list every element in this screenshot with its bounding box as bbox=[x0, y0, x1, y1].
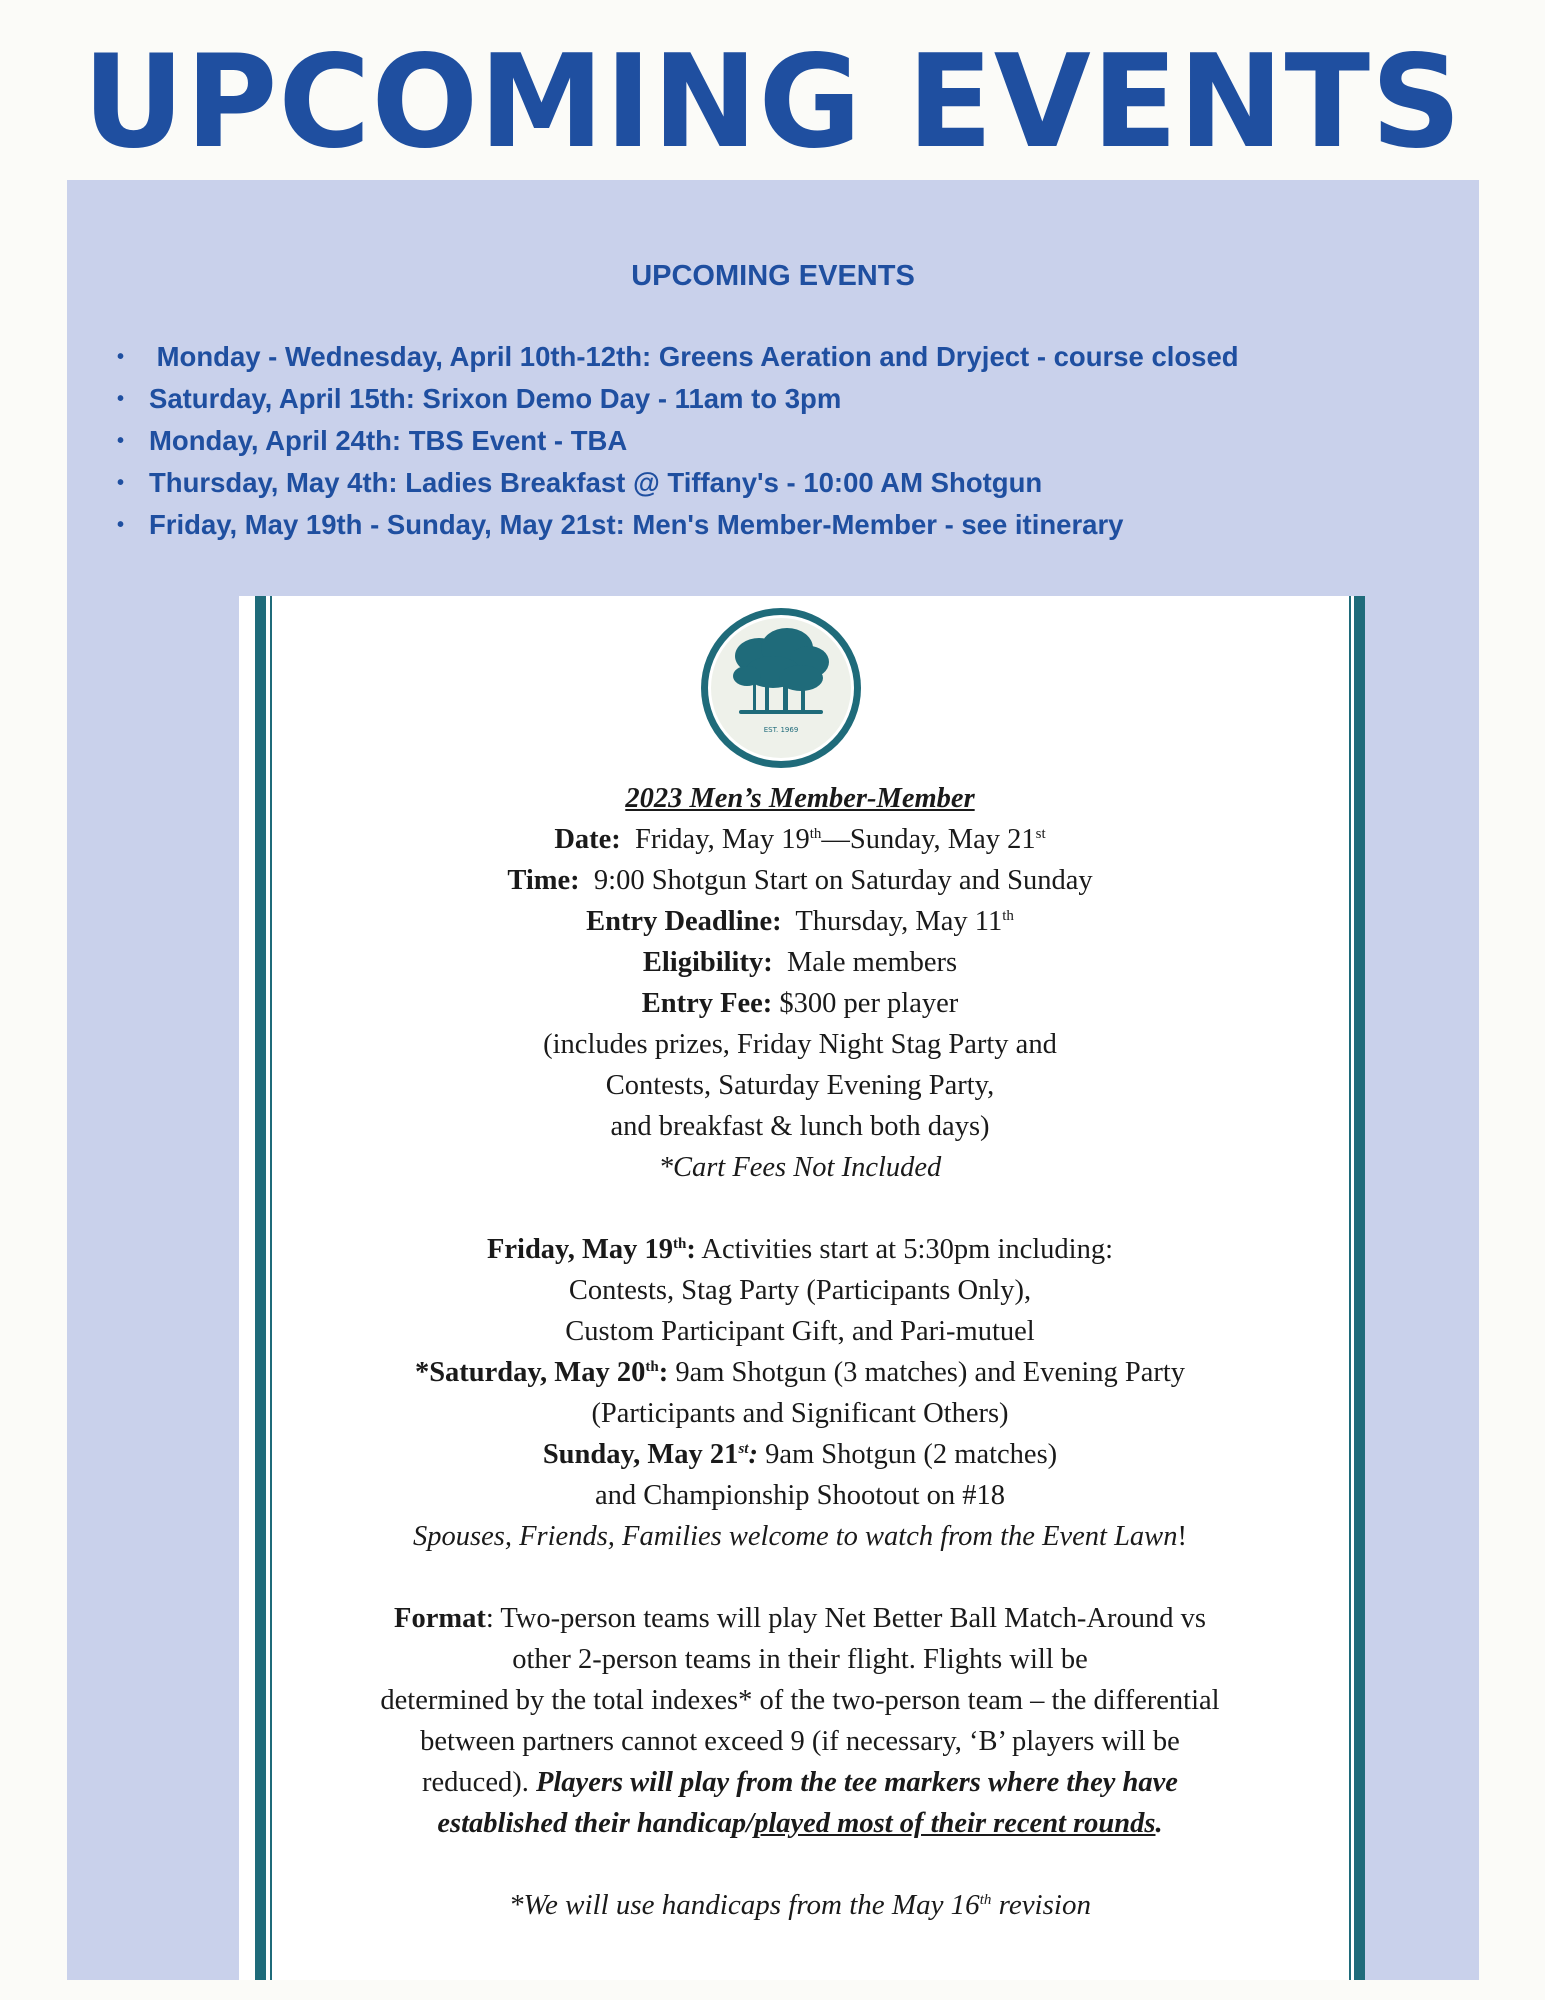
bullet-icon: • bbox=[117, 346, 125, 368]
svg-text:EST. 1969: EST. 1969 bbox=[763, 726, 799, 734]
flyer-title: 2023 Men’s Member-Member bbox=[625, 783, 975, 814]
panel-heading: UPCOMING EVENTS bbox=[631, 260, 915, 292]
list-item: • Friday, May 19th - Sunday, May 21st: Men's Member-Member - see itinerary bbox=[115, 504, 1239, 546]
bullet-icon: • bbox=[117, 388, 125, 410]
bullet-icon: • bbox=[117, 430, 125, 452]
list-item: • Saturday, April 15th: Srixon Demo Day - 11am to 3pm bbox=[115, 378, 1239, 420]
page-title: UPCOMING EVENTS bbox=[82, 28, 1463, 177]
event-list bbox=[115, 336, 1239, 546]
member-member-flyer bbox=[239, 596, 1361, 1980]
bullet-icon: • bbox=[117, 472, 125, 494]
flyer-body: 2023 Men’s Member-Member Date: Friday, May 19th—Sunday, May 21st Time: 9:00 Shotgun Start on Saturday and Sunday Entry Deadline: Thursday, May 11th Eligibility: Male members Entry Fee: $300 per player (includes prizes, Friday Night Stag Party and Contests, Saturday Evening Party, and breakfast & lunch both days) *Cart Fees Not Included Friday, May 19th: Activities start at 5:30pm including: Contests, Stag Party (Participants Only), Custom Participant Gift, and Pari-mutuel *Saturday, May 20th: 9am Shotgun (3 matches) and Evening Party (Participants and Significant Others) Sunday, May 21st: 9am Shotgun (2 matches) and Championship Shootout on #18 Spouses, Friends, Families welcome to watch from the Event Lawn! Format: Two-person teams will play Net Better Ball Match-Around vs other 2-person teams in their flight. Flights will be determined by the total indexes* of the two-person team – the differential between partners cannot exceed 9 (if necessary, ‘B’ players will be reduced). Players will play from the tee markers where they have established their handicap/played most of their recent rounds. *We will use handicaps from the May 16th revision bbox=[380, 783, 1220, 1921]
list-item: • Monday - Wednesday, April 10th-12th: Greens Aeration and Dryject - course closed bbox=[115, 336, 1239, 378]
club-logo-tree-icon bbox=[699, 606, 863, 770]
list-item: • Monday, April 24th: TBS Event - TBA bbox=[115, 420, 1239, 462]
bullet-icon: • bbox=[117, 514, 125, 536]
list-item: • Thursday, May 4th: Ladies Breakfast @ Tiffany's - 10:00 AM Shotgun bbox=[115, 462, 1239, 504]
events-panel bbox=[67, 180, 1479, 1980]
